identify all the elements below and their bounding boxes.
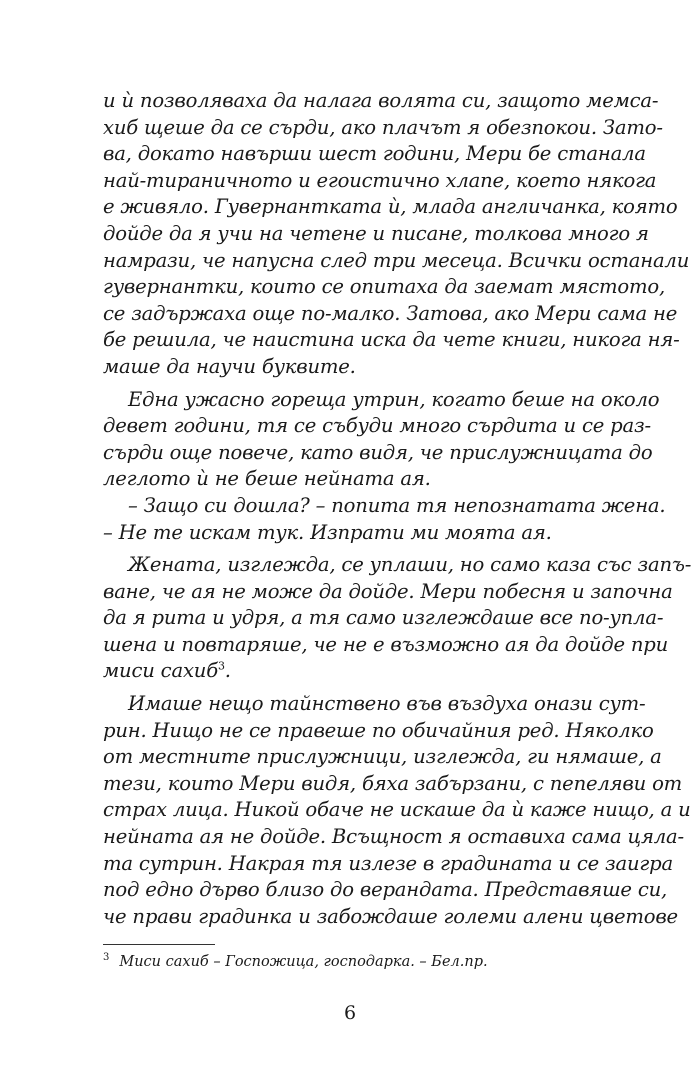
paragraph-3-dialogue: [103, 493, 666, 546]
text-line: под едно дърво близо до верандата. Представяше си,: [103, 878, 668, 902]
text-line: Жената, изглежда, се уплаши, но само каза със запъ-: [128, 553, 692, 577]
page-body: [103, 88, 692, 930]
text-line: дойде да я учи на четене и писане, толкова много я: [103, 221, 649, 245]
text-line: маше да научи буквите.: [103, 354, 356, 378]
text-line: че прави градинка и забождаше големи алени цветове: [103, 904, 678, 928]
text-line: най-тираничното и егоистично хлапе, което някога: [103, 168, 657, 192]
text-line: да я рита и удря, а тя само изглеждаше все по-упла-: [103, 606, 664, 630]
footnote: [103, 953, 488, 971]
text-fragment: миси сахиб: [103, 659, 218, 683]
footnote-number: 3: [103, 952, 110, 964]
text-line: миси сахиб$^3$.: [103, 659, 231, 683]
text-line: рин. Нищо не се правеше по обичайния ред. Няколко: [103, 718, 654, 742]
text-line: гувернантки, които се опитаха да заемат мястото,: [103, 275, 666, 299]
text-line: шена и повтаряше, че не е възможно ая да дойде при: [103, 632, 669, 656]
footnote-divider: [103, 944, 215, 945]
footnote-text: Миси сахиб – Госпожица, господарка. – Бел.пр.: [119, 954, 488, 970]
text-line: Една ужасно гореща утрин, когато беше на около: [128, 387, 660, 411]
page-number: 6: [343, 1002, 357, 1024]
text-line: тези, които Мери видя, бяха забързани, с пепеляви от: [103, 771, 683, 795]
text-line: Имаше нещо тайнствено във въздуха онази сут-: [128, 692, 646, 716]
text-line: – Не те искам тук. Изпрати ми моята ая.: [103, 520, 552, 544]
paragraph-2: [103, 387, 660, 493]
text-line: хиб щеше да се сърди, ако плачът я обезпокои. Зато-: [103, 115, 663, 139]
text-line: нейната ая не дойде. Всъщност я оставиха сама цяла-: [103, 825, 684, 849]
text-line: и ѝ позволяваха да налага волята си, защото мемса-: [103, 89, 659, 112]
text-line: страх лица. Никой обаче не искаше да ѝ каже нищо, а и: [103, 798, 691, 822]
text-line: ване, че ая не може да дойде. Мери побесня и започна: [103, 579, 673, 603]
text-line: от местните прислужници, изглежда, ги нямаше, а: [103, 745, 662, 769]
paragraph-5: [103, 691, 691, 930]
text-line: ва, докато навърши шест години, Мери бе станала: [103, 142, 646, 166]
text-line: та сутрин. Накрая тя излезе в градината и се заигра: [103, 851, 673, 875]
text-line: е живяло. Гувернантката ѝ, млада англичанка, която: [103, 195, 678, 219]
text-line: девет години, тя се събуди много сърдита и се раз-: [103, 414, 651, 438]
text-line: леглото ѝ не беше нейната ая.: [103, 467, 431, 491]
text-line: намрази, че напусна след три месеца. Всички останали: [103, 248, 690, 272]
paragraph-1: [103, 88, 690, 381]
text-line: – Защо си дошла? – попита тя непознатата жена.: [128, 493, 666, 517]
text-line: се задържаха още по-малко. Затова, ако Мери сама не: [103, 301, 678, 325]
text-line: бе решила, че наистина иска да чете книги, никога ня-: [103, 328, 680, 352]
paragraph-4: [103, 552, 692, 685]
footnote-reference[interactable]: 3: [217, 659, 225, 673]
text-line: сърди още повече, като видя, че прислужницата до: [103, 440, 653, 464]
